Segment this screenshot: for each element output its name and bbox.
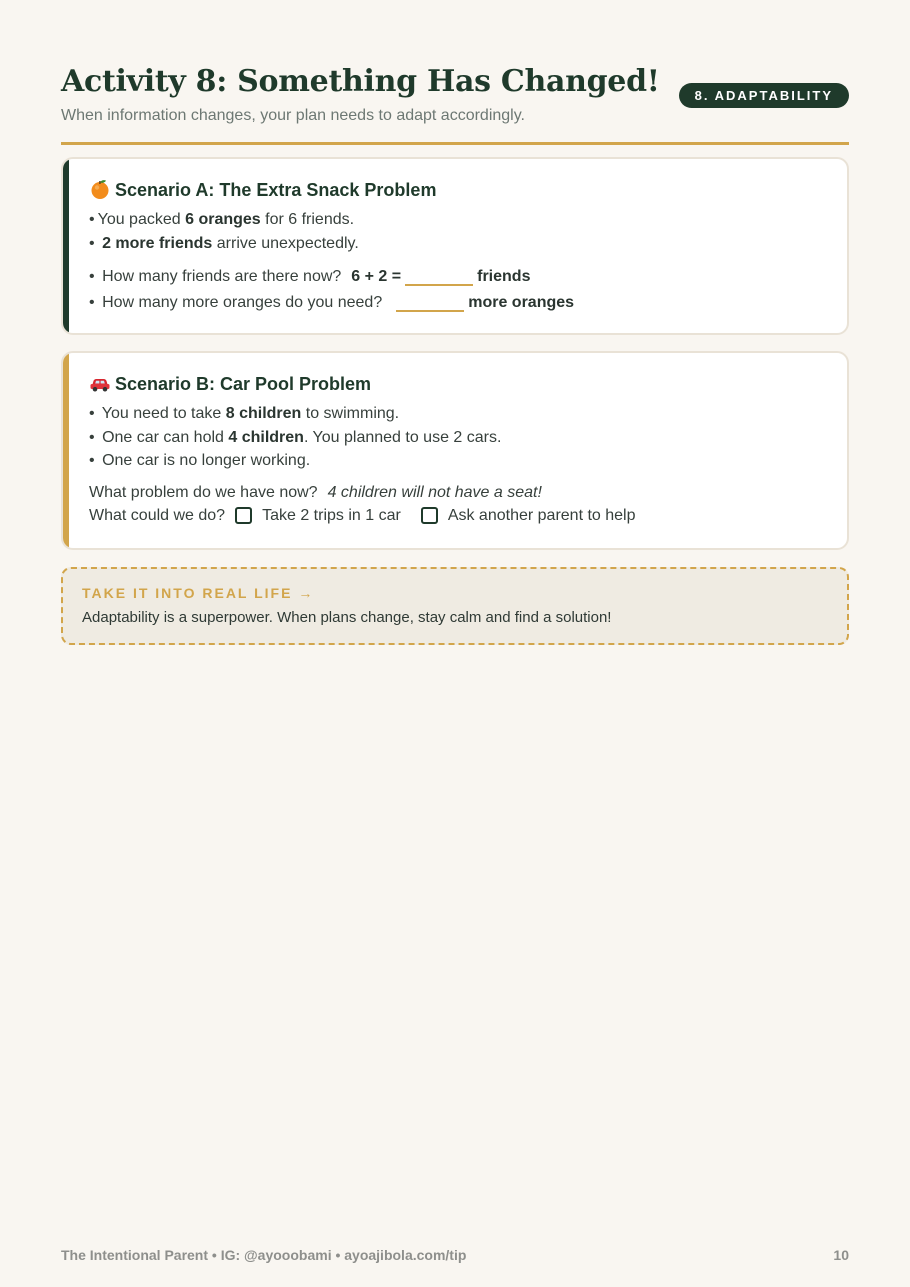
scenario-a-question-2: • How many more oranges do you need? more oranges bbox=[89, 290, 574, 314]
car-icon bbox=[89, 372, 111, 394]
scenario-b-options: What could we do? Take 2 trips in 1 car Ask another parent to help bbox=[89, 505, 636, 527]
page-header bbox=[61, 60, 849, 145]
checkbox[interactable] bbox=[235, 507, 252, 524]
scenario-b-card bbox=[61, 351, 849, 550]
problem-answer: 4 children will not have a seat! bbox=[327, 484, 542, 501]
card-accent-bar bbox=[63, 159, 69, 333]
scenario-a-card bbox=[61, 157, 849, 335]
worksheet-page bbox=[61, 0, 849, 1287]
scenario-b-fact-3: • One car is no longer working. bbox=[89, 452, 311, 469]
scenario-b-fact-1: • You need to take 8 children to swimming. bbox=[89, 405, 400, 422]
answer-blank-friends[interactable] bbox=[405, 264, 473, 286]
scenario-a-title-text: Scenario A: The Extra Snack Problem bbox=[115, 180, 437, 200]
answer-blank-oranges[interactable] bbox=[396, 290, 464, 312]
takeaway-text: Adaptability is a superpower. When plans change, stay calm and find a solution! bbox=[82, 609, 612, 626]
page-subtitle: When information changes, your plan needs to adapt accordingly. bbox=[61, 107, 525, 124]
scenario-a-fact-1: • You packed 6 oranges for 6 friends. bbox=[89, 211, 355, 228]
option-ask-another-parent[interactable]: Ask another parent to help bbox=[421, 505, 636, 527]
equation: 6 + 2 = bbox=[351, 268, 402, 285]
checkbox[interactable] bbox=[421, 507, 438, 524]
takeaway-heading: TAKE IT INTO REAL LIFE → bbox=[82, 585, 315, 601]
option-take-two-trips[interactable]: Take 2 trips in 1 car bbox=[235, 505, 401, 527]
scenario-b-problem: What problem do we have now? 4 children will not have a seat! bbox=[89, 484, 542, 501]
card-accent-bar bbox=[63, 353, 69, 548]
scenario-a-title bbox=[89, 177, 436, 203]
orange-icon bbox=[89, 178, 111, 200]
page-number: 10 bbox=[833, 1247, 849, 1263]
scenario-a-fact-2: • 2 more friends arrive unexpectedly. bbox=[89, 235, 359, 252]
scenario-b-fact-2: • One car can hold 4 children. You planned to use 2 cars. bbox=[89, 429, 502, 446]
page-title: Activity 8: Something Has Changed! bbox=[61, 64, 660, 99]
takeaway-box bbox=[61, 567, 849, 645]
footer-credits: The Intentional Parent • IG: @ayooobami • ayoajibola.com/tip bbox=[61, 1247, 467, 1263]
category-badge: 8. ADAPTABILITY bbox=[679, 83, 849, 108]
scenario-b-title-text: Scenario B: Car Pool Problem bbox=[115, 374, 372, 394]
scenario-b-title bbox=[89, 371, 371, 397]
scenario-a-question-1: • How many friends are there now? 6 + 2 = friends bbox=[89, 264, 530, 288]
